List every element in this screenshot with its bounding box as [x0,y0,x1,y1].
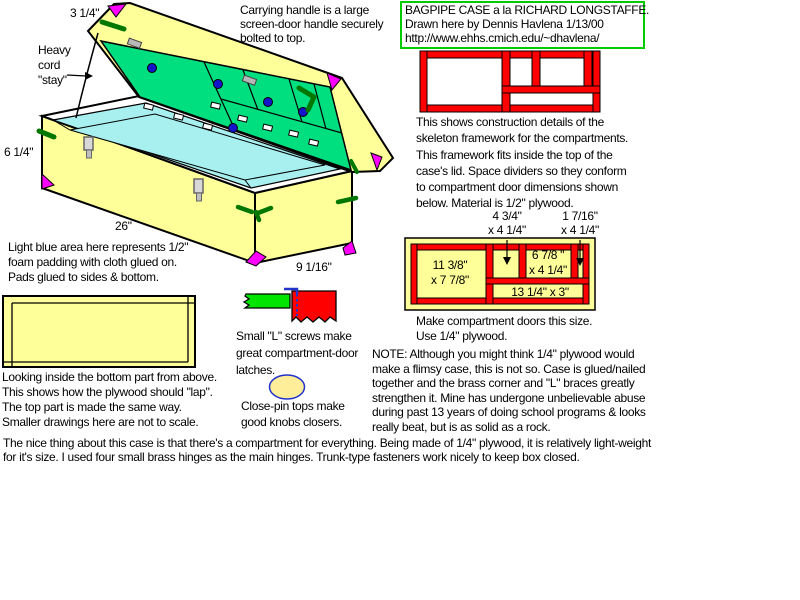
lid-edge-dimension-label: 3 1/4" [70,6,100,20]
dim-line: 1 7/16" [562,209,598,223]
dim-line: x 4 1/4" [561,223,599,238]
door-knob [214,80,223,89]
door-dim-label-right [551,209,609,237]
door-knob [264,98,273,107]
carrying-handle-note [240,3,383,45]
note-line: Small "L" screws make [236,329,352,343]
note-line: latches. [236,363,275,377]
title-url: http://www.ehhs.cmich.edu/~dhavlena/ [405,30,600,45]
note-line: Smaller drawings here are not to scale. [2,415,199,429]
framework-diagram [420,51,600,112]
door-cell-label-mid-2: x 4 1/4" [529,263,567,277]
footer-line: for it's size. I used four small brass hinges as the main hinges. Trunk-type fasteners work nicely to keep box closed. [3,450,580,465]
note-line: below. Material is 1/2" plywood. [416,196,574,211]
note-line: great compartment-door [236,346,359,360]
note-line: "stay" [38,73,67,87]
footer-line: The nice thing about this case is that there's a compartment for everything. Being made of 1/4" plywood, it is relatively light-weight [3,436,652,450]
lscrew-drawing [244,289,336,322]
note-line: make a flimsy case, this is not so. Case is glued/nailed [372,361,646,376]
title-line: Drawn here by Dennis Havlena 1/13/00 [405,16,604,31]
note-line: Pads glued to sides & bottom. [8,270,159,284]
doors-caption [416,314,592,344]
door-knob [148,64,157,73]
note-line: The top part is made the same way. [2,400,182,414]
door-knob [229,124,238,133]
door-cell-label-left-1: 11 3/8" [432,258,468,272]
closepin-note [241,399,345,430]
wall-height-dimension-label: 6 1/4" [4,145,34,159]
note-line: really beat, but is as solid as a rock. [372,419,551,434]
dim-line: x 4 1/4" [488,223,526,238]
note-line: strengthen it. Mine has undergone unbelievable abuse [372,390,646,405]
note-line: bolted to top. [240,31,306,46]
note-line: cord [38,58,61,72]
caption-line: Use 1/4" plywood. [416,329,508,343]
note-line: This shows construction details of the [416,115,605,129]
dim-line: 4 3/4" [492,209,522,223]
door-cell-label-mid-1: 6 7/8 " [531,248,565,262]
note-line: Looking inside the bottom part from above. [2,370,217,384]
lscrew-note [236,328,358,379]
depth-dimension-label: 9 1/16" [296,260,332,274]
length-dimension-label: 26" [115,219,132,233]
door-red-panel [292,291,336,322]
screw-green-bar [244,294,290,308]
cord-pointer-arrowhead [85,72,93,80]
caption-line: Make compartment doors this size. [416,314,593,328]
note-line: This shows how the plywood should "lap". [2,385,213,399]
footer-paragraph [3,436,651,464]
framework-note [416,114,628,212]
note-line: Light blue area here represents 1/2" [8,240,189,254]
note-line: during past 13 years of doing school programs & looks [372,405,646,420]
bottom-view-drawing [3,296,195,367]
note-line: together and the brass corner and "L" braces greatly [372,376,635,391]
note-line: to compartment door dimensions shown [416,180,618,195]
bottom-view-note [2,370,217,430]
note-line: foam padding with cloth glued on. [8,255,177,269]
note-line: Close-pin tops make [241,399,345,413]
title-box [400,1,650,49]
door-cell-label-bottom: 13 1/4" x 3" [511,285,569,299]
door-cell-label-left-2: x 7 7/8" [431,273,469,287]
note-line: This framework fits inside the top of the [416,147,613,162]
note-line: Heavy [38,43,71,57]
main-note [372,347,646,435]
note-line: case's lid. Space dividers so they conform [416,163,627,178]
padding-note [8,240,188,285]
note-line: Carrying handle is a large [240,3,369,17]
heavy-cord-label [38,43,71,88]
note-line: screen-door handle securely [240,17,384,32]
title-line: BAGPIPE CASE a la RICHARD LONGSTAFFE. [405,3,650,17]
note-line: good knobs closers. [241,414,343,429]
door-dim-label-mid [478,209,536,237]
note-line: NOTE: Although you might think 1/4" plywood would [372,347,635,361]
note-line: skeleton framework for the compartments. [416,131,629,146]
